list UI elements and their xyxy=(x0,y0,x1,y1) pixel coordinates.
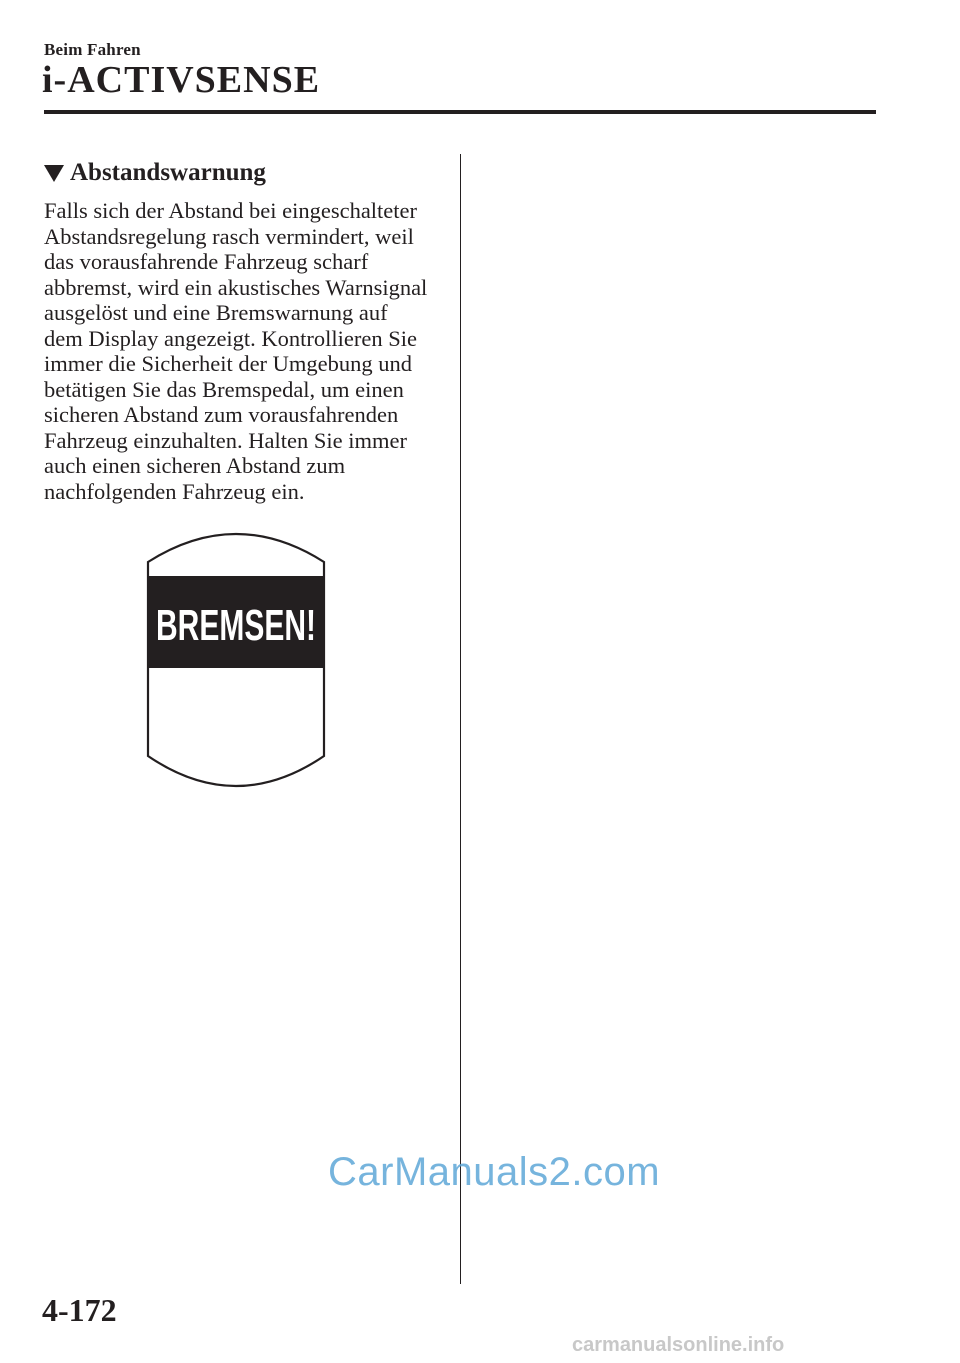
warning-text: BREMSEN! xyxy=(156,601,316,650)
section-heading xyxy=(44,156,266,190)
body-line: Abstandsregelung rasch vermindert, weil xyxy=(44,223,414,249)
body-paragraph xyxy=(44,198,454,504)
triangle-bullet-icon xyxy=(44,165,64,182)
body-line: sicheren Abstand zum vorausfahrenden xyxy=(44,402,399,427)
body-line: Falls sich der Abstand bei eingeschalteter xyxy=(44,198,418,223)
body-line: auch einen sicheren Abstand zum xyxy=(44,453,346,478)
body-line: betätigen Sie das Bremspedal, um einen xyxy=(44,376,404,402)
page-number: 4-172 xyxy=(42,1292,117,1328)
body-line: dem Display angezeigt. Kontrollieren Sie xyxy=(44,325,418,351)
brake-warning-display-figure xyxy=(140,520,332,798)
body-line: abbremst, wird ein akustisches Warnsignal xyxy=(44,274,428,300)
column-divider xyxy=(460,154,461,1284)
header-rule xyxy=(44,110,876,114)
chapter-title: i-ACTIVSENSE xyxy=(42,59,321,101)
section-label: Beim Fahren xyxy=(44,40,141,59)
body-line: Fahrzeug einzuhalten. Halten Sie immer xyxy=(44,427,407,453)
body-line: das vorausfahrende Fahrzeug scharf xyxy=(44,249,369,274)
heading-text: Abstandswarnung xyxy=(70,159,266,186)
watermark-text: CarManuals2.com xyxy=(328,1150,661,1194)
body-line: nachfolgenden Fahrzeug ein. xyxy=(44,478,305,504)
footer-site-watermark: carmanualsonline.info xyxy=(572,1334,785,1356)
body-line: immer die Sicherheit der Umgebung und xyxy=(44,351,413,376)
body-line: ausgelöst und eine Bremswarnung auf xyxy=(44,300,388,325)
